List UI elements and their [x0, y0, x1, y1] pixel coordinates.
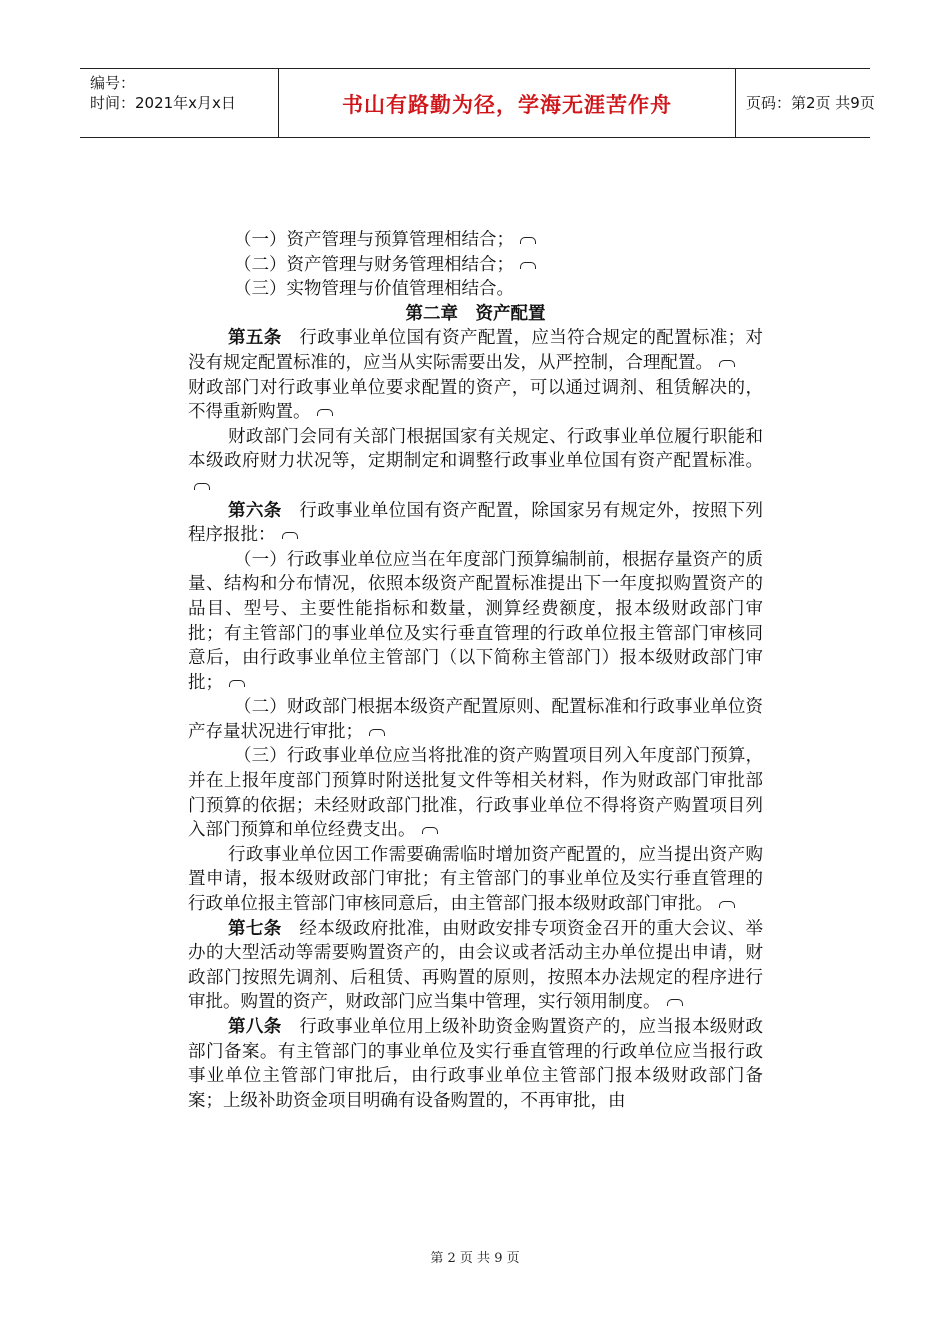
paragraph: （一）资产管理与预算管理相结合； — [188, 228, 763, 253]
paragraph: （一）行政事业单位应当在年度部门预算编制前，根据存量资产的质量、结构和分布情况，依照本级资产配置标准提出下一年度拟购置资产的品目、型号、主要性能指标和数量，测算经费额度，报本级财政部门审批；有主管部门的事业单位及实行垂直管理的行政单位报主管部门审核同意后，由行政事业单位主管部门（以下简称主管部门）报本级财政部门审批； — [188, 549, 763, 693]
page-header — [80, 68, 875, 138]
time-label: 时间：2021年x月x日 — [90, 94, 236, 112]
paragraph-mark-icon — [719, 901, 735, 908]
article-label: 第八条 — [228, 1017, 282, 1037]
paragraph-mark-icon — [719, 360, 735, 367]
article-8: 第八条 行政事业单位用上级补助资金购置资产的，应当报本级财政部门备案。有主管部门的事业单位及实行垂直管理的行政单位应当报行政事业单位主管部门审批后，由行政事业单位主管部门报本级财政部门备案；上级补助资金项目明确有设备购置的，不再审批，由 — [188, 1017, 764, 1111]
paragraph-mark-icon — [667, 999, 683, 1006]
header-info-cell — [80, 69, 279, 137]
paragraph: 行政事业单位因工作需要确需临时增加资产配置的，应当提出资产购置申请，报本级财政部门审批；有主管部门的事业单位及实行垂直管理的行政单位报主管部门审核同意后，由主管部门报本级财政部门审批。 — [188, 844, 763, 915]
page-label: 页码：第2页 共9页 — [746, 94, 875, 112]
paragraph-mark-icon — [422, 827, 438, 834]
paragraph-mark-icon — [282, 532, 298, 539]
article-label: 第五条 — [228, 328, 282, 349]
paragraph: （三）行政事业单位应当将批准的资产购置项目列入年度部门预算，并在上报年度部门预算时附送批复文件等相关材料，作为财政部门审批部门预算的依据；未经财政部门批准，行政事业单位不得将资产购置项目列入部门预算和单位经费支出。 — [188, 746, 763, 841]
chapter-title: 第二章 资产配置 — [405, 303, 546, 324]
paragraph: 财政部门对行政事业单位要求配置的资产，可以通过调剂、租赁解决的，不得重新购置。 — [188, 377, 763, 423]
paragraph-mark-icon — [369, 729, 385, 736]
paragraph: （三）实物管理与价值管理相结合。 — [234, 279, 514, 300]
paragraph-mark-icon — [520, 237, 536, 244]
header-page-cell — [736, 69, 875, 137]
paragraph-mark-icon — [317, 409, 333, 416]
paragraph: （二）资产管理与财务管理相结合； — [188, 253, 763, 278]
article-5: 第五条 行政事业单位国有资产配置，应当符合规定的配置标准；对没有规定配置标准的，应当从实际需要出发，从严控制，合理配置。 — [188, 328, 764, 373]
article-label: 第六条 — [228, 500, 282, 521]
paragraph-mark-icon — [229, 680, 245, 687]
page-footer: 第 2 页 共 9 页 — [430, 1251, 520, 1266]
article-label: 第七条 — [228, 918, 282, 939]
article-7: 第七条 经本级政府批准，由财政安排专项资金召开的重大会议、举办的大型活动等需要购置资产的，由会议或者活动主办单位提出申请，财政部门按照先调剂、后租赁、再购置的原则，按照本办法规定的程序进行审批。购置的资产，财政部门应当集中管理，实行领用制度。 — [188, 918, 764, 1013]
header-motto-cell — [279, 69, 736, 137]
paragraph-mark-icon — [194, 483, 210, 490]
number-label: 编号： — [90, 74, 136, 92]
document-body — [188, 228, 763, 1113]
paragraph: 财政部门会同有关部门根据国家有关规定、行政事业单位履行职能和本级政府财力状况等，定期制定和调整行政事业单位国有资产配置标准。 — [188, 425, 763, 499]
motto-text: 书山有路勤为径，学海无涯苦作舟 — [342, 93, 672, 117]
article-6: 第六条 行政事业单位国有资产配置，除国家另有规定外，按照下列程序报批： — [188, 500, 764, 546]
paragraph: （二）财政部门根据本级资产配置原则、配置标准和行政事业单位资产存量状况进行审批； — [188, 697, 763, 742]
paragraph-mark-icon — [520, 262, 536, 269]
